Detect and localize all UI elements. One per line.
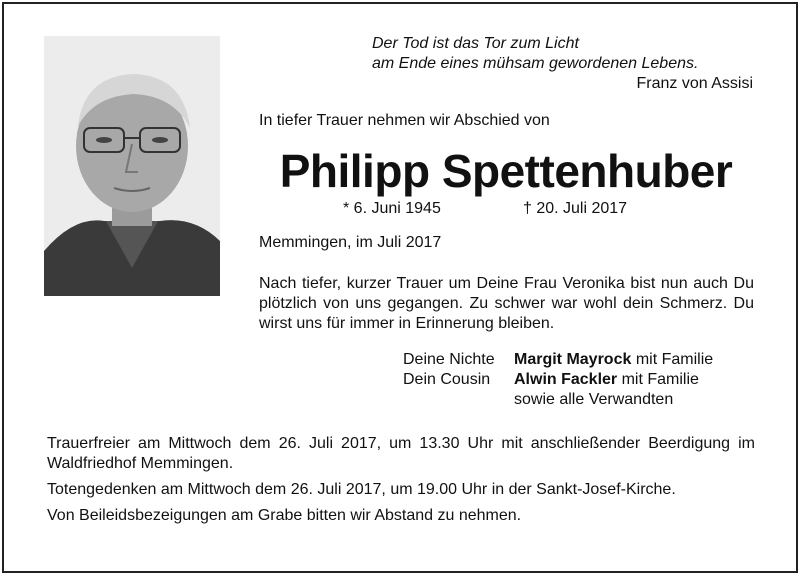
portrait-photo — [44, 36, 220, 296]
death-date: † 20. Juli 2017 — [523, 200, 628, 217]
mourner-row — [403, 370, 713, 390]
mourner-name: Alwin Fackler — [514, 371, 618, 388]
intro-text: In tiefer Trauer nehmen wir Abschied von — [259, 112, 550, 129]
mourner-suffix: mit Familie — [617, 371, 699, 388]
quote-line-2: am Ende eines mühsam gewordenen Lebens. — [372, 55, 699, 72]
mourner-relation: Dein Cousin — [403, 371, 491, 388]
mourner-suffix: mit Familie — [631, 351, 714, 368]
memorial-info: Totengedenken am Mittwoch dem 26. Juli 2017, um 19.00 Uhr in der Sankt-Josef-Kirche. — [47, 481, 676, 498]
mourner-row-extra — [403, 390, 713, 410]
condolence-note: Von Beileidsbezeigungen am Grabe bitten wir Abstand zu nehmen. — [47, 507, 522, 524]
mourners-extra: sowie alle Verwandten — [514, 391, 674, 408]
farewell-message: Nach tiefer, kurzer Trauer um Deine Frau Veronika bist nun auch Du plötzlich von uns gegangen. Zu schwer war wohl dein Schmerz. Du wirst uns für immer in Erinnerung bleiben. — [259, 275, 754, 332]
deceased-name: Philipp Spettenhuber — [279, 145, 733, 197]
quote-line-1: Der Tod ist das Tor zum Licht — [372, 35, 579, 52]
place-date: Memmingen, im Juli 2017 — [259, 234, 442, 251]
mourners-list — [403, 350, 713, 410]
service-info — [47, 434, 755, 532]
funeral-info: Trauerfreier am Mittwoch dem 26. Juli 2017, um 13.30 Uhr mit anschließender Beerdigung im Waldfriedhof Memmingen. — [47, 435, 755, 472]
quote-block — [372, 34, 753, 94]
quote-author: Franz von Assisi — [636, 75, 753, 92]
mourner-name: Margit Mayrock — [514, 351, 632, 368]
mourner-relation: Deine Nichte — [403, 351, 495, 368]
birth-date: * 6. Juni 1945 — [343, 200, 441, 217]
mourner-row — [403, 350, 713, 370]
